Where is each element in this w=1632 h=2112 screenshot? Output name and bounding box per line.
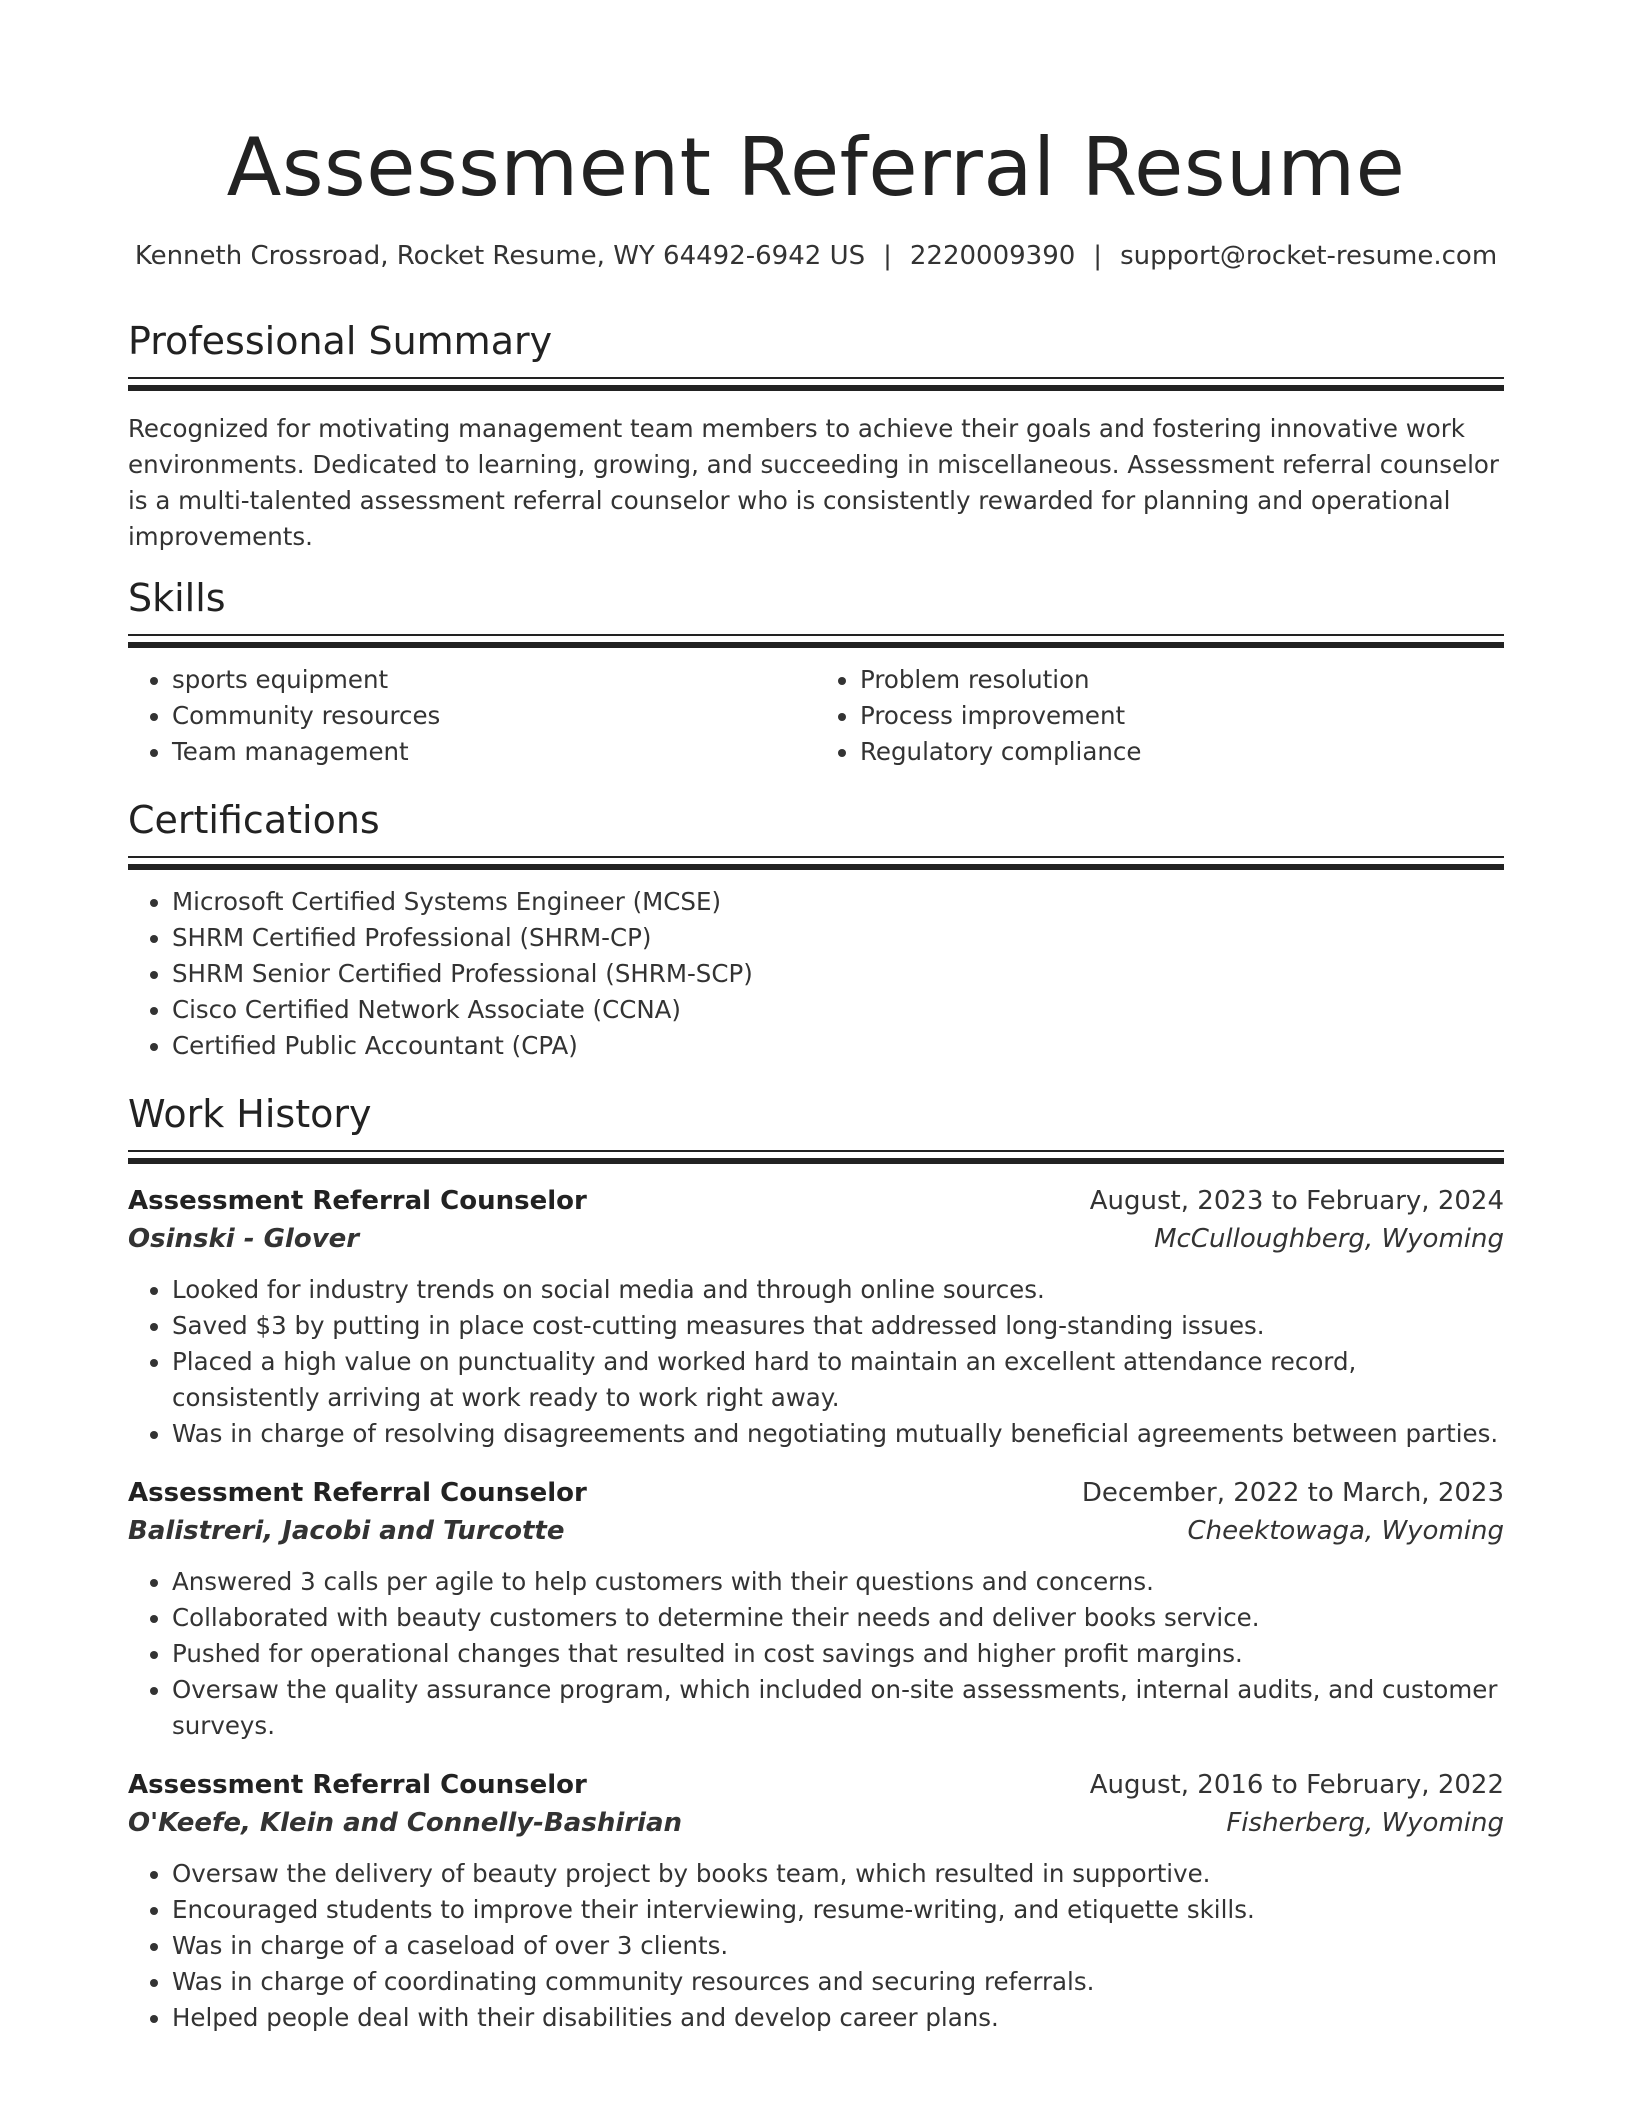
job-bullet: • Was in charge of a caseload of over 3 clients. xyxy=(172,1928,1504,1964)
job-title: Assessment Referral Counselor xyxy=(128,1186,587,1216)
skill-item: • Regulatory compliance xyxy=(860,734,1504,770)
job-dates: December, 2022 to March, 2023 xyxy=(1081,1478,1504,1508)
job-header-row xyxy=(128,1474,1504,1512)
job-dates: August, 2023 to February, 2024 xyxy=(1089,1186,1504,1216)
section-divider xyxy=(128,385,1504,391)
section-heading: Skills xyxy=(128,576,226,620)
job-entry xyxy=(128,1474,1504,1744)
skill-item: • Team management xyxy=(172,734,816,770)
job-entry xyxy=(128,1182,1504,1452)
contact-separator: | xyxy=(1093,241,1103,271)
job-bullet: • Answered 3 calls per agile to help customers with their questions and concerns. xyxy=(172,1564,1504,1600)
section-heading: Certifications xyxy=(128,798,380,842)
summary-text: Recognized for motivating management team members to achieve their goals and fostering innovative work environments. Dedicated to learning, growing, and succeeding in miscellaneous. Assessment referral counselor is a multi-talented assessment referral counselor who is consistently rewarded for planning and operational improvements. xyxy=(128,414,1499,551)
certification-item: • SHRM Senior Certified Professional (SHRM-SCP) xyxy=(172,956,1504,992)
job-bullet: • Helped people deal with their disabilities and develop career plans. xyxy=(172,2000,1504,2036)
job-bullet: • Was in charge of resolving disagreements and negotiating mutually beneficial agreements between parties. xyxy=(172,1416,1504,1452)
certification-item: • Microsoft Certified Systems Engineer (MCSE) xyxy=(172,884,1504,920)
resume-title: Assessment Referral Resume xyxy=(226,121,1406,214)
section-divider xyxy=(128,1158,1504,1164)
contact-email: support@rocket-resume.com xyxy=(1120,241,1498,271)
contact-address: Kenneth Crossroad, Rocket Resume, WY 64492-6942 US xyxy=(134,241,866,271)
contact-separator: | xyxy=(883,241,892,271)
certification-item: • SHRM Certified Professional (SHRM-CP) xyxy=(172,920,1504,956)
skills-list-right xyxy=(816,662,1504,770)
skill-item: • sports equipment xyxy=(172,662,816,698)
job-location: Fisherberg, Wyoming xyxy=(1226,1808,1504,1838)
job-bullet: • Encouraged students to improve their interviewing, resume-writing, and etiquette skills. xyxy=(172,1892,1504,1928)
job-dates: August, 2016 to February, 2022 xyxy=(1089,1770,1504,1800)
skill-item: • Process improvement xyxy=(860,698,1504,734)
skill-item: • Problem resolution xyxy=(860,662,1504,698)
skills-section xyxy=(128,573,1504,770)
job-company: O'Keefe, Klein and Connelly-Bashirian xyxy=(128,1808,683,1838)
job-bullets xyxy=(128,1856,1504,2036)
section-divider xyxy=(128,377,1504,379)
job-bullets xyxy=(128,1272,1504,1452)
job-bullets xyxy=(128,1564,1504,1744)
job-bullet: • Pushed for operational changes that resulted in cost savings and higher profit margins. xyxy=(172,1636,1504,1672)
job-title: Assessment Referral Counselor xyxy=(128,1770,587,1800)
job-subheader-row xyxy=(128,1220,1504,1258)
job-company: Osinski - Glover xyxy=(128,1224,360,1254)
certifications-list xyxy=(128,884,1504,1064)
job-company: Balistreri, Jacobi and Turcotte xyxy=(128,1516,565,1546)
certifications-section xyxy=(128,795,1504,1064)
job-header-row xyxy=(128,1766,1504,1804)
skill-item: • Community resources xyxy=(172,698,816,734)
job-bullet: • Was in charge of coordinating community resources and securing referrals. xyxy=(172,1964,1504,2000)
job-subheader-row xyxy=(128,1512,1504,1550)
job-bullet: • Oversaw the delivery of beauty project by books team, which resulted in supportive. xyxy=(172,1856,1504,1892)
job-bullet: • Placed a high value on punctuality and worked hard to maintain an excellent attendance record, consistently arriving at work ready to work right away. xyxy=(172,1344,1504,1416)
contact-line xyxy=(128,238,1504,274)
job-header-row xyxy=(128,1182,1504,1220)
job-location: Cheektowaga, Wyoming xyxy=(1187,1516,1504,1546)
section-divider xyxy=(128,634,1504,636)
section-heading: Professional Summary xyxy=(128,319,553,363)
certification-item: • Cisco Certified Network Associate (CCNA) xyxy=(172,992,1504,1028)
section-heading: Work History xyxy=(128,1092,372,1136)
summary-section xyxy=(128,316,1504,555)
skills-grid xyxy=(128,648,1504,770)
job-bullet: • Collaborated with beauty customers to determine their needs and deliver books service. xyxy=(172,1600,1504,1636)
job-subheader-row xyxy=(128,1804,1504,1842)
contact-phone: 2220009390 xyxy=(909,241,1076,271)
job-location: McCulloughberg, Wyoming xyxy=(1154,1224,1504,1254)
job-bullet: • Looked for industry trends on social media and through online sources. xyxy=(172,1272,1504,1308)
skills-list-left xyxy=(128,662,816,770)
job-entry xyxy=(128,1766,1504,2036)
section-divider xyxy=(128,864,1504,870)
section-divider xyxy=(128,1150,1504,1152)
job-bullet: • Oversaw the quality assurance program, which included on-site assessments, internal audits, and customer surveys. xyxy=(172,1672,1504,1744)
certification-item: • Certified Public Accountant (CPA) xyxy=(172,1028,1504,1064)
job-bullet: • Saved $3 by putting in place cost-cutting measures that addressed long-standing issues. xyxy=(172,1308,1504,1344)
section-divider xyxy=(128,856,1504,858)
work-history-section xyxy=(128,1089,1504,2036)
job-title: Assessment Referral Counselor xyxy=(128,1478,587,1508)
